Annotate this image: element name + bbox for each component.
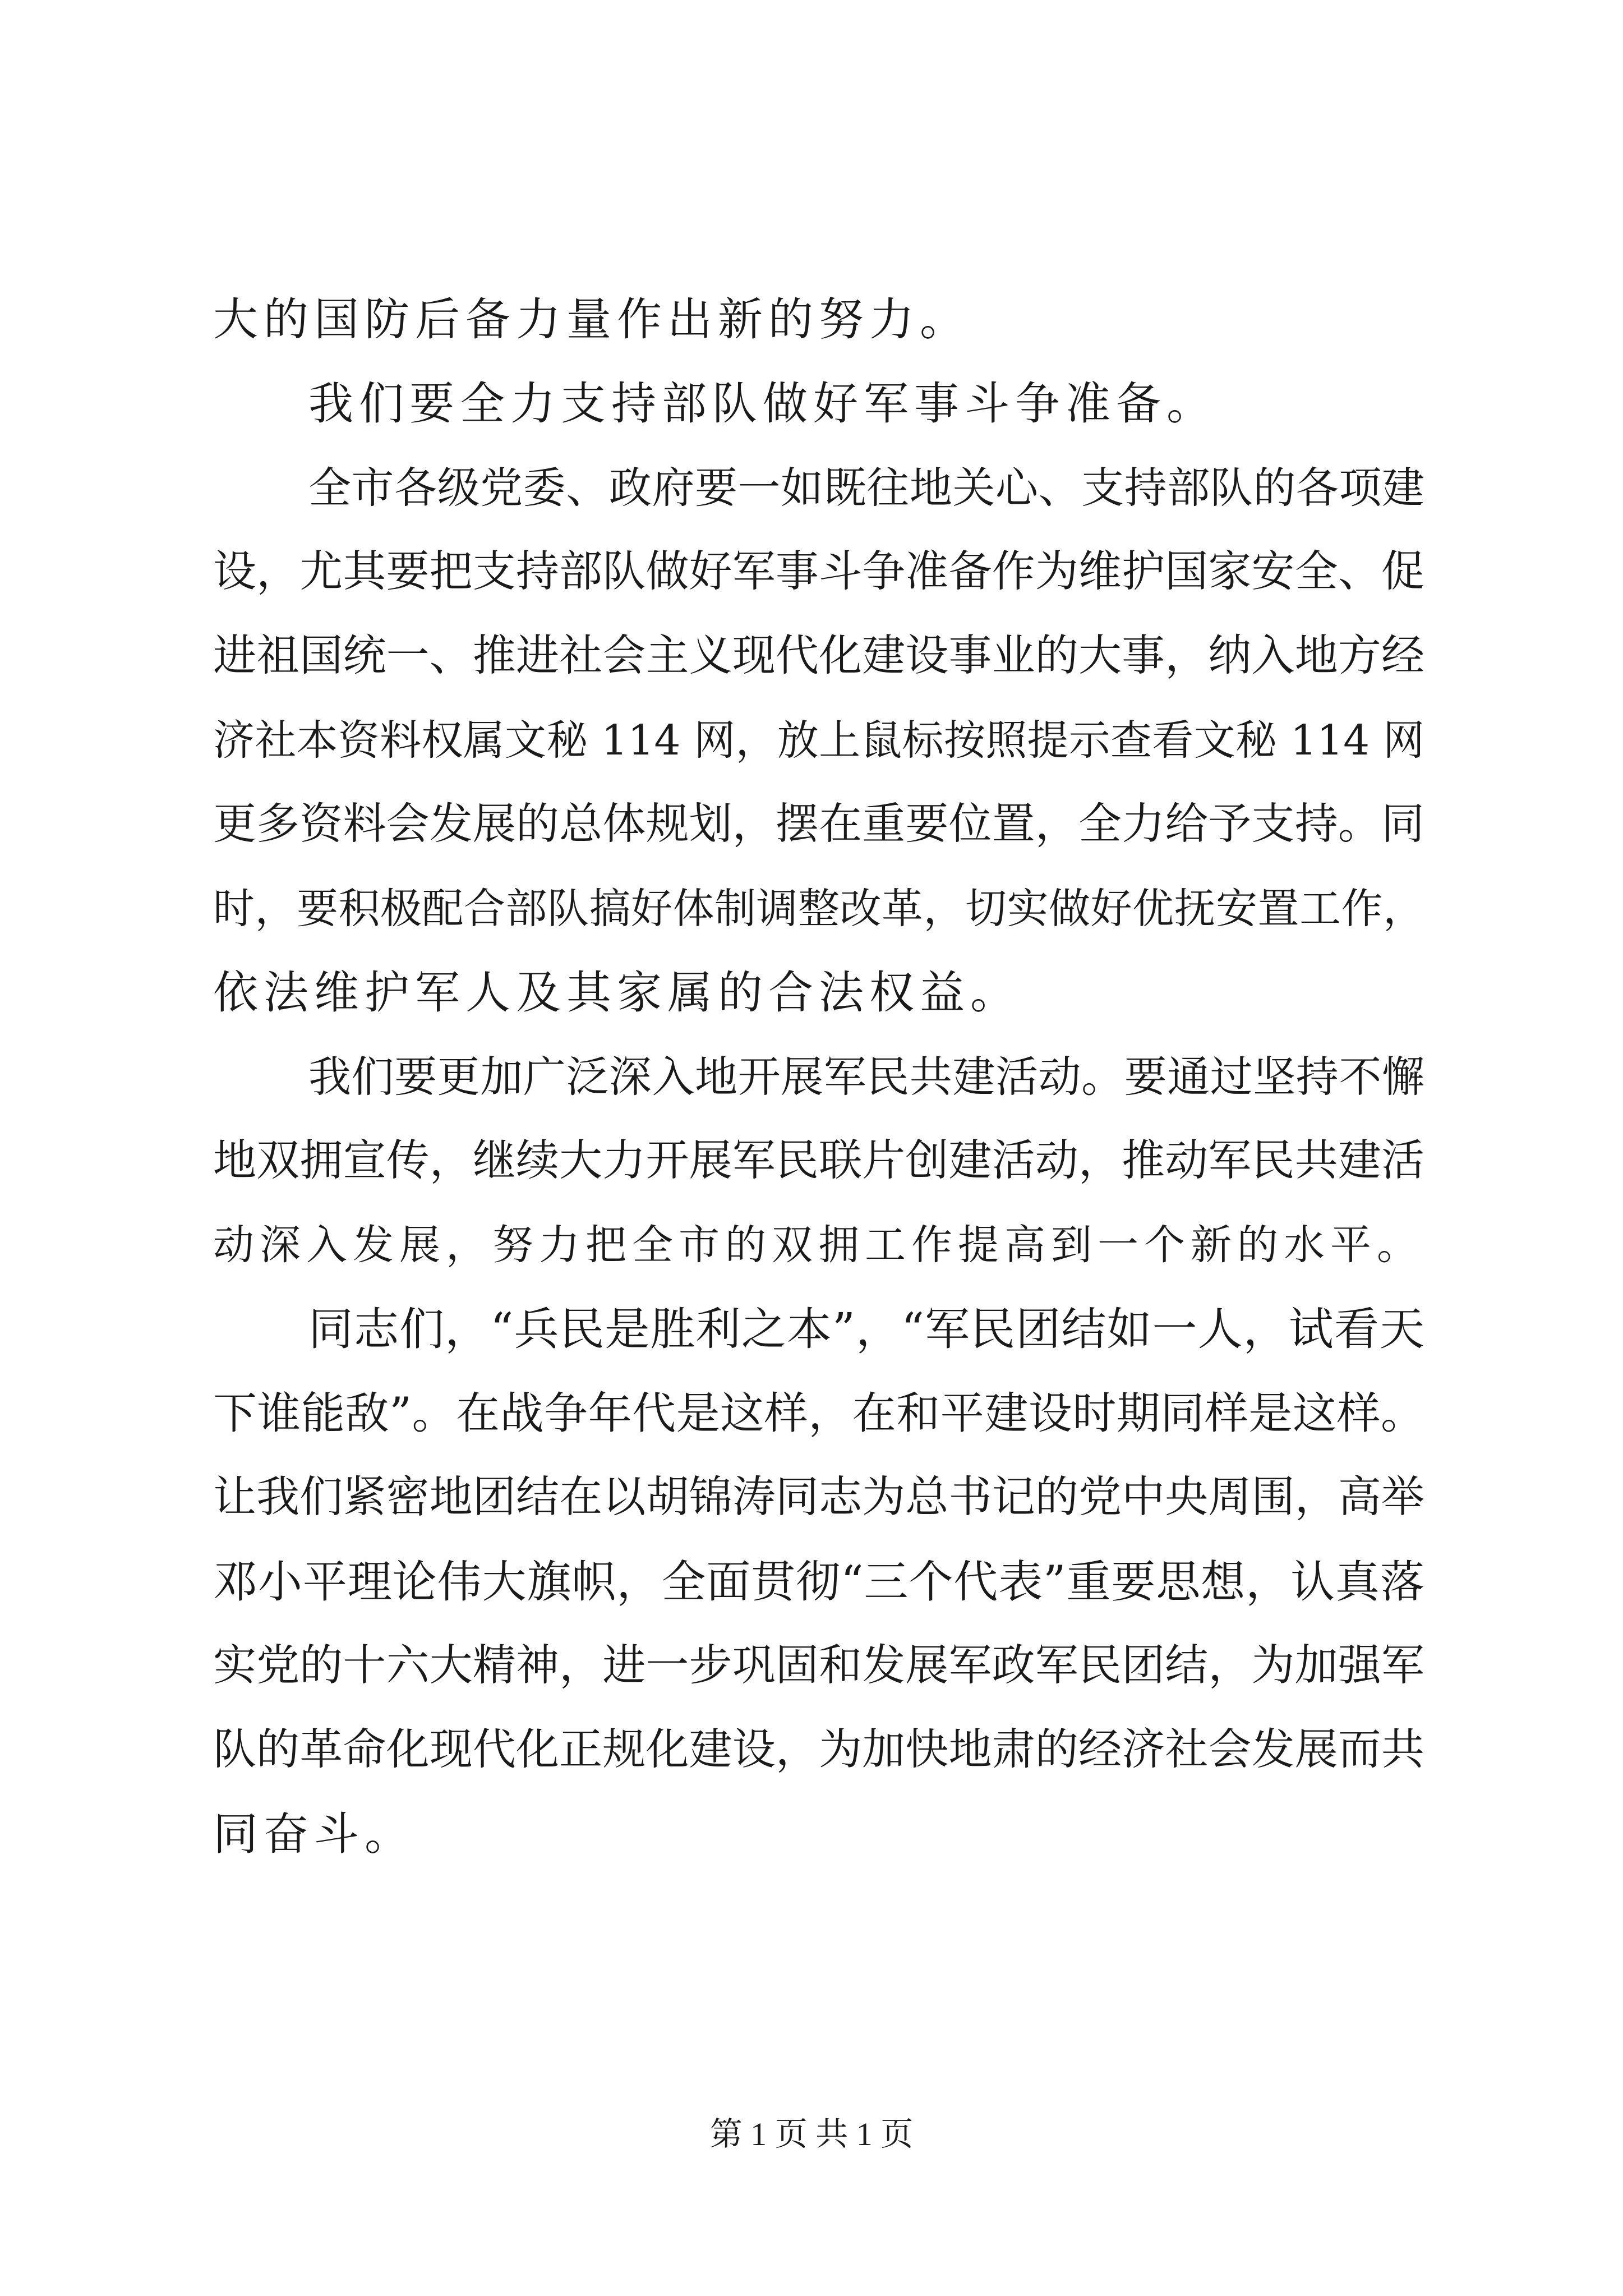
- text-line: 邓小平理论伟大旗帜，全面贯彻“三个代表”重要思想，认真落: [213, 1556, 1424, 1608]
- text-line: 我们要全力支持部队做好军事斗争准备。: [308, 378, 1217, 430]
- text-line: 让我们紧密地团结在以胡锦涛同志为总书记的党中央周围，高举: [213, 1473, 1424, 1522]
- text-line: 队的革命化现代化正规化建设，为加快地肃的经济社会发展而共: [213, 1725, 1424, 1775]
- text-line: 济社本资料权属文秘 114 网，放上鼠标按照提示查看文秘 114 网: [213, 716, 1424, 765]
- text-line: 地双拥宣传，继续大力开展军民联片创建活动，推动军民共建活: [213, 1136, 1424, 1186]
- text-line: 进祖国统一、推进社会主义现代化建设事业的大事，纳入地方经: [213, 631, 1424, 681]
- text-line: 时，要积极配合部队搞好体制调整改革，切实做好优抚安置工作，: [213, 885, 1424, 933]
- page-number-footer: 第 1 页 共 1 页: [709, 2116, 914, 2152]
- text-line: 动深入发展，努力把全市的双拥工作提高到一个新的水平。: [213, 1221, 1423, 1269]
- text-line: 大的国防后备力量作出新的努力。: [213, 293, 970, 346]
- text-line: 同志们，“兵民是胜利之本”，“军民团结如一人，试看天: [308, 1303, 1424, 1355]
- text-line: 实党的十六大精神，进一步巩固和发展军政军民团结，为加强军: [213, 1641, 1424, 1691]
- text-line: 全市各级党委、政府要一如既往地关心、支持部队的各项建: [308, 463, 1424, 513]
- text-line: 同奋斗。: [213, 1808, 415, 1860]
- text-line: 下谁能敌”。在战争年代是这样，在和平建设时期同样是这样。: [213, 1388, 1424, 1439]
- text-line: 依法维护军人及其家属的合法权益。: [213, 967, 1021, 1019]
- text-line: 我们要更加广泛深入地开展军民共建活动。要通过坚持不懈: [308, 1052, 1424, 1102]
- text-line: 更多资料会发展的总体规划，摆在重要位置，全力给予支持。同: [213, 799, 1424, 849]
- text-line: 设，尤其要把支持部队做好军事斗争准备作为维护国家安全、促: [213, 547, 1424, 597]
